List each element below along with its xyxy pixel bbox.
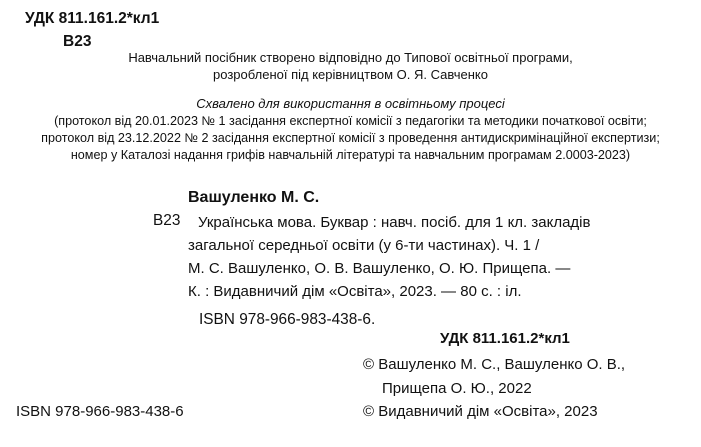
card-code: В23 bbox=[153, 212, 181, 229]
copyright-line-3: © Видавничий дім «Освіта», 2023 bbox=[363, 403, 598, 420]
card-annotation-3: М. С. Вашуленко, О. В. Вашуленко, О. Ю. Прищепа. — bbox=[188, 260, 571, 277]
footer-isbn: ISBN 978-966-983-438-6 bbox=[16, 403, 184, 420]
bbk-code: В23 bbox=[63, 33, 92, 50]
card-author: Вашуленко М. С. bbox=[188, 189, 320, 206]
card-annotation-4: К. : Видавничий дім «Освіта», 2023. — 80 с. : іл. bbox=[188, 283, 522, 300]
protocol-line-3: номер у Каталозі надання грифів навчальній літературі та навчальним програмам 2.0003-2023) bbox=[70, 148, 631, 162]
card-isbn: ISBN 978-966-983-438-6. bbox=[199, 311, 376, 328]
card-udk: УДК 811.161.2*кл1 bbox=[440, 330, 570, 347]
protocol-line-2: протокол від 23.12.2022 № 2 засідання експертної комісії з проведення антидискримінаційної експертизи; bbox=[41, 131, 660, 145]
card-annotation-1: Українська мова. Буквар : навч. посіб. для 1 кл. закладів bbox=[198, 214, 591, 231]
copyright-line-1: © Вашуленко М. С., Вашуленко О. В., bbox=[363, 356, 626, 373]
protocol-line-1: (протокол від 20.01.2023 № 1 засідання експертної комісії з педагогіки та методики початкової освіти; bbox=[54, 114, 647, 128]
udk-header bbox=[25, 10, 159, 28]
udk-label: УДК bbox=[25, 10, 55, 27]
intro-line-1: Навчальний посібник створено відповідно до Типової освітньої програми, bbox=[128, 50, 573, 65]
udk-code: 811.161.2*кл1 bbox=[58, 10, 160, 27]
copyright-line-2: Прищепа О. Ю., 2022 bbox=[382, 380, 532, 397]
intro-line-2: розробленої під керівництвом О. Я. Савченко bbox=[213, 67, 488, 82]
card-annotation-2: загальної середньої освіти (у 6-ти частинах). Ч. 1 / bbox=[188, 237, 540, 254]
approval-title: Схвалено для використання в освітньому процесі bbox=[196, 96, 505, 111]
